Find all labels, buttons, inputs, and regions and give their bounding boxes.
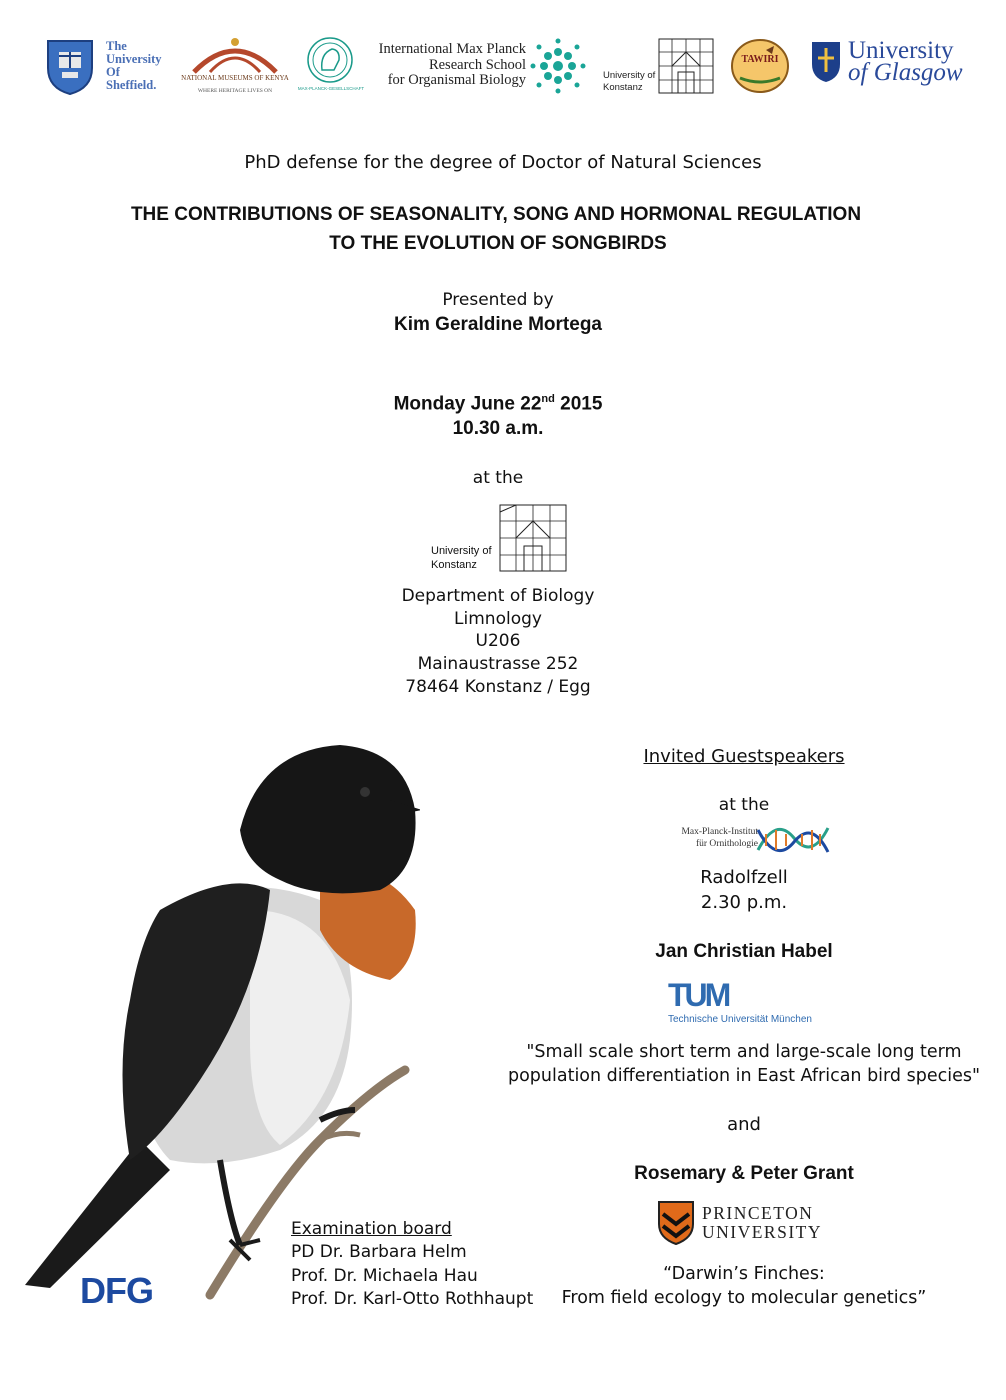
tawiri-badge-icon — [730, 38, 790, 94]
tawiri-label: TAWIRI — [741, 54, 779, 65]
glasgow-logo-text: University of Glasgow — [848, 37, 963, 86]
venue-konstanz-text: University of Konstanz — [431, 545, 492, 571]
mpi-ornithology-text: Max-Planck-Institut für Ornithologie — [681, 827, 758, 849]
minerva-icon — [306, 36, 354, 84]
tum-subtitle: Technische Universität München — [668, 1014, 812, 1025]
tum-logo-mark: TUM — [668, 977, 729, 1013]
address-line: 78464 Konstanz / Egg — [405, 676, 591, 697]
presenter-name: Kim Geraldine Mortega — [394, 314, 602, 335]
princeton-shield-icon — [657, 1200, 695, 1246]
venue-konstanz-grid-icon — [499, 504, 567, 572]
sheffield-crest-icon — [45, 38, 95, 96]
logo-row — [0, 30, 1006, 110]
presented-by: Presented by — [442, 290, 554, 310]
guests-at-the: at the — [718, 795, 770, 815]
address-line: Mainaustrasse 252 — [417, 654, 579, 675]
stonechat-bird-illustration — [20, 740, 420, 1300]
talk-2-title: “Darwin’s Finches: From field ecology to molecular genetics” — [561, 1264, 927, 1308]
nmk-tagline: WHERE HERITAGE LIVES ON — [197, 88, 273, 94]
princeton-wordmark: PRINCETON UNIVERSITY — [702, 1203, 822, 1242]
defense-time: 10.30 a.m. — [452, 418, 544, 439]
guests-location: Radolfzell — [700, 867, 788, 888]
venue-address — [0, 585, 996, 699]
speaker-1-name: Jan Christian Habel — [655, 941, 833, 962]
thesis-title-line-1: THE CONTRIBUTIONS OF SEASONALITY, SONG AND HORMONAL REGULATION — [130, 204, 862, 225]
talk-1-title: "Small scale short term and large-scale long term population differentiation in East African bird species" — [507, 1042, 981, 1086]
guests-heading: Invited Guestspeakers — [643, 746, 845, 767]
sheffield-logo-text: The University Of Sheffield. — [106, 39, 162, 92]
tum-logo — [668, 977, 828, 1025]
dfg-logo-icon — [80, 1272, 180, 1306]
address-line: Department of Biology — [401, 586, 595, 606]
speaker-2-name: Rosemary & Peter Grant — [634, 1163, 854, 1184]
mpg-label: MAX-PLANCK-GESELLSCHAFT — [297, 86, 365, 91]
nmk-arch-icon — [190, 36, 280, 74]
address-line: Limnology — [454, 608, 542, 629]
konstanz-grid-icon — [658, 38, 714, 94]
degree-line: PhD defense for the degree of Doctor of Natural Sciences — [244, 152, 762, 173]
glasgow-crest-icon — [810, 40, 842, 84]
dfg-label: DFG — [80, 1272, 153, 1306]
examination-board-heading: Examination board — [291, 1219, 452, 1239]
address-line: U206 — [475, 631, 521, 652]
venue-at-the: at the — [472, 468, 524, 488]
konstanz-logo-text: University of Konstanz — [603, 70, 656, 93]
dna-helix-icon — [756, 820, 830, 860]
exam-member: Prof. Dr. Karl-Otto Rothhaupt — [291, 1288, 534, 1309]
nmk-name: NATIONAL MUSEUMS OF KENYA — [181, 74, 289, 82]
imprs-dots-icon — [530, 38, 586, 94]
exam-member: PD Dr. Barbara Helm — [291, 1242, 467, 1263]
defense-date: Monday June 22nd 2015 — [393, 393, 603, 415]
guests-and: and — [727, 1114, 761, 1135]
thesis-title-line-2: TO THE EVOLUTION OF SONGBIRDS — [329, 233, 667, 254]
imprs-logo-text: International Max Planck Research School for Organismal Biology — [378, 41, 526, 88]
guests-time: 2.30 p.m. — [700, 892, 788, 913]
exam-member: Prof. Dr. Michaela Hau — [291, 1265, 478, 1286]
